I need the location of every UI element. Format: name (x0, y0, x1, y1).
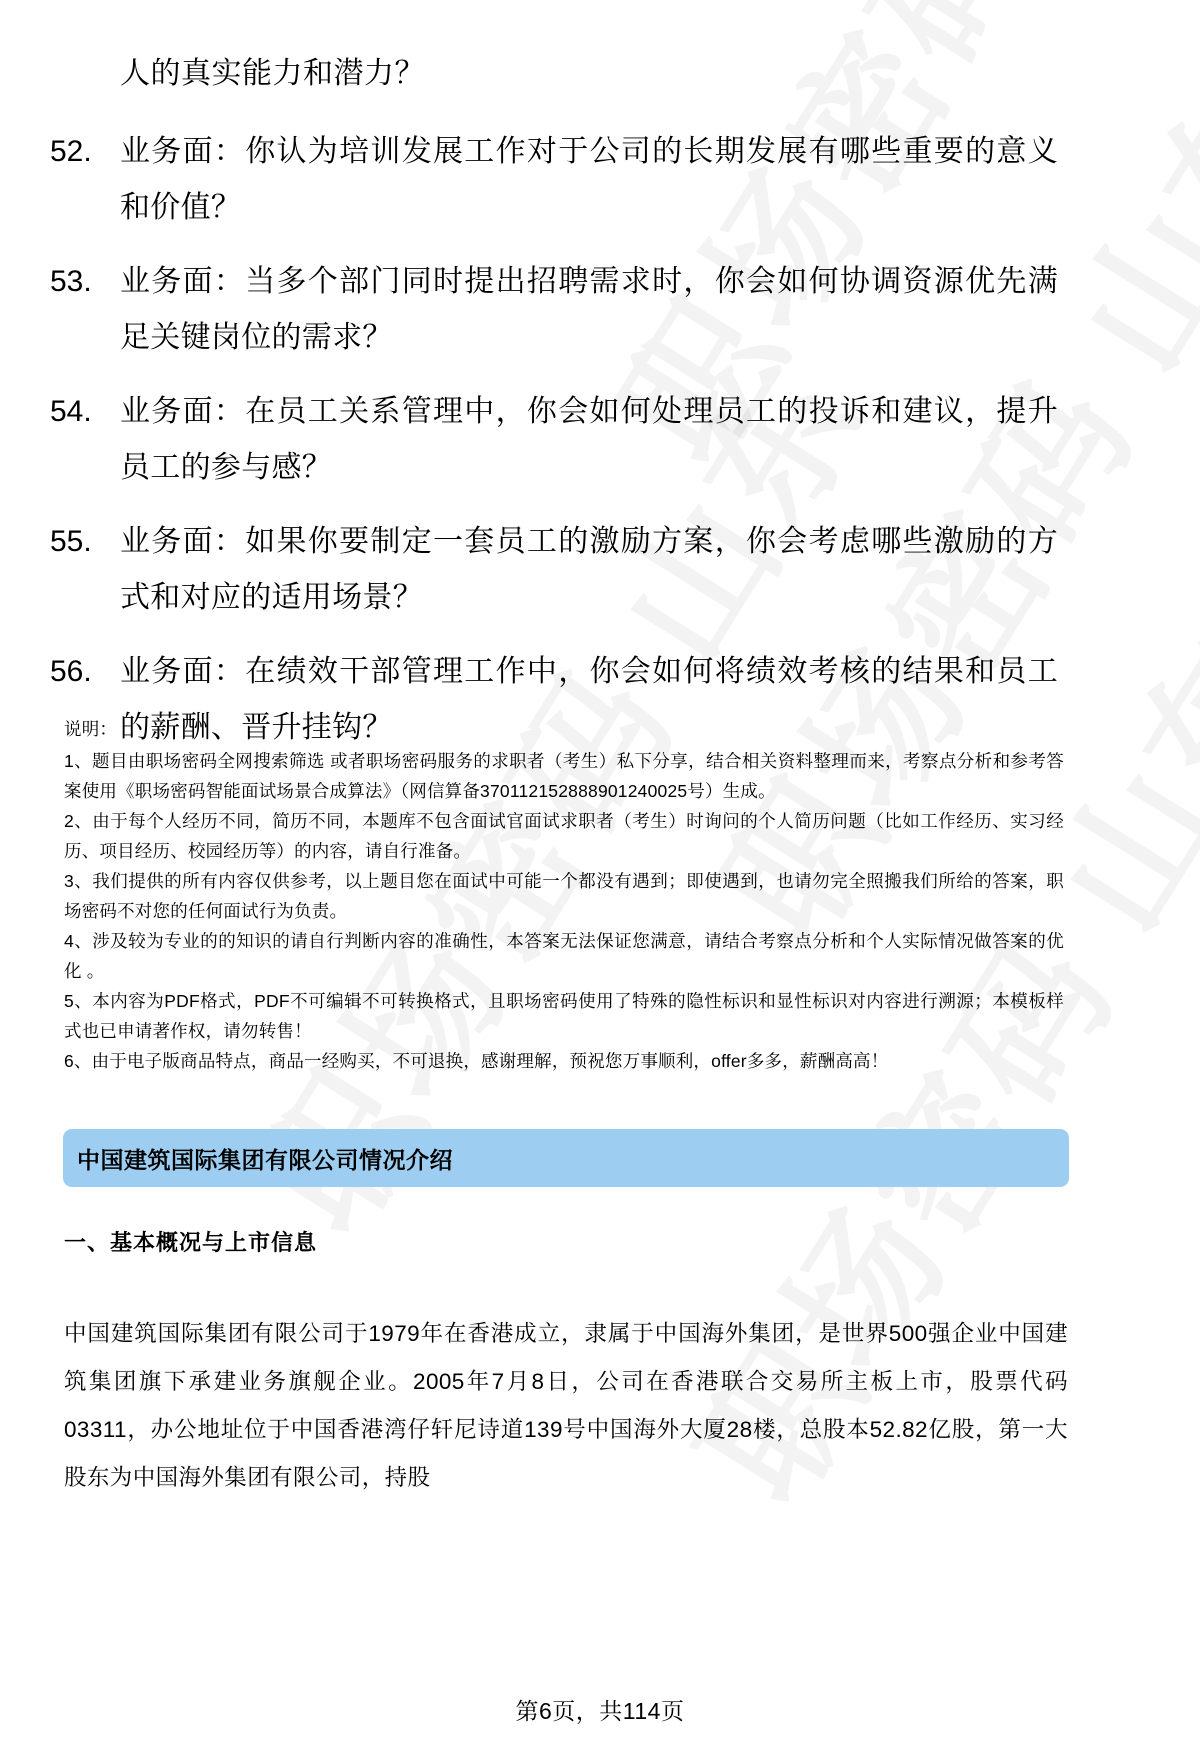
notes-item: 4、涉及较为专业的的知识的请自行判断内容的准确性，本答案无法保证您满意，请结合考察点分析和个人实际情况做答案的优化 。 (64, 931, 1064, 981)
question-number: 56. (50, 655, 92, 688)
question-number: 52. (50, 135, 92, 168)
list-item (48, 254, 1058, 366)
notes-item: 1、题目由职场密码全网搜索筛选 或者职场密码服务的求职者（考生）私下分享，结合相关资料整理而来，考察点分析和参考答案使用《职场密码智能面试场景合成算法》（网信算备370112152888901240025号）生成。 (64, 751, 1064, 801)
notes-item: 5、本内容为PDF格式，PDF不可编辑不可转换格式，且职场密码使用了特殊的隐性标识和显性标识对内容进行溯源；本模板样式也已申请著作权，请勿转售！ (64, 991, 1064, 1041)
company-section-banner-title: 中国建筑国际集团有限公司情况介绍 (77, 1146, 453, 1173)
list-item (48, 514, 1058, 626)
company-subsection-title: 一、基本概况与上市信息 (64, 1230, 318, 1255)
question-text: 业务面：当多个部门同时提出招聘需求时，你会如何协调资源优先满足关键岗位的需求？ (120, 265, 1058, 354)
question-list (48, 124, 1058, 774)
notes-block (64, 714, 1064, 1076)
notes-item: 2、由于每个人经历不同，简历不同，本题库不包含面试官面试求职者（考生）时询问的个人简历问题（比如工作经历、实习经历、项目经历、校园经历等）的内容，请自行准备。 (64, 811, 1064, 861)
company-section-banner (63, 1129, 1069, 1187)
question-text: 业务面：在员工关系管理中，你会如何处理员工的投诉和建议，提升员工的参与感？ (120, 395, 1058, 484)
question-number: 53. (50, 265, 92, 298)
question-number: 54. (50, 395, 92, 428)
question-number: 55. (50, 525, 92, 558)
notes-item: 3、我们提供的所有内容仅供参考，以上题目您在面试中可能一个都没有遇到；即使遇到，也请勿完全照搬我们所给的答案，职场密码不对您的任何面试行为负责。 (64, 871, 1064, 921)
page-number-footer: 第6页，共114页 (515, 1698, 685, 1724)
question-text: 业务面：如果你要制定一套员工的激励方案，你会考虑哪些激励的方式和对应的适用场景？ (120, 525, 1058, 614)
notes-title: 说明： (64, 719, 118, 739)
notes-item: 6、由于电子版商品特点，商品一经购买，不可退换，感谢理解，预祝您万事顺利，offer多多，薪酬高高！ (64, 1051, 889, 1071)
company-body-paragraph: 中国建筑国际集团有限公司于1979年在香港成立，隶属于中国海外集团，是世界500强企业中国建筑集团旗下承建业务旗舰企业。2005年7月8日，公司在香港联合交易所主板上市，股票代码03311，办公地址位于中国香港湾仔轩尼诗道139号中国海外大厦28楼，总股本52.82亿股，第一大股东为中国海外集团有限公司，持股 (64, 1321, 1068, 1490)
list-item (48, 124, 1058, 236)
question-text: 业务面：在绩效干部管理工作中，你会如何将绩效考核的结果和员工的薪酬、晋升挂钩？ (120, 655, 1058, 744)
question-text: 业务面：你认为培训发展工作对于公司的长期发展有哪些重要的意义和价值？ (120, 135, 1058, 224)
list-item (48, 384, 1058, 496)
question-continuation-line: 人的真实能力和潜力？ (120, 57, 425, 90)
